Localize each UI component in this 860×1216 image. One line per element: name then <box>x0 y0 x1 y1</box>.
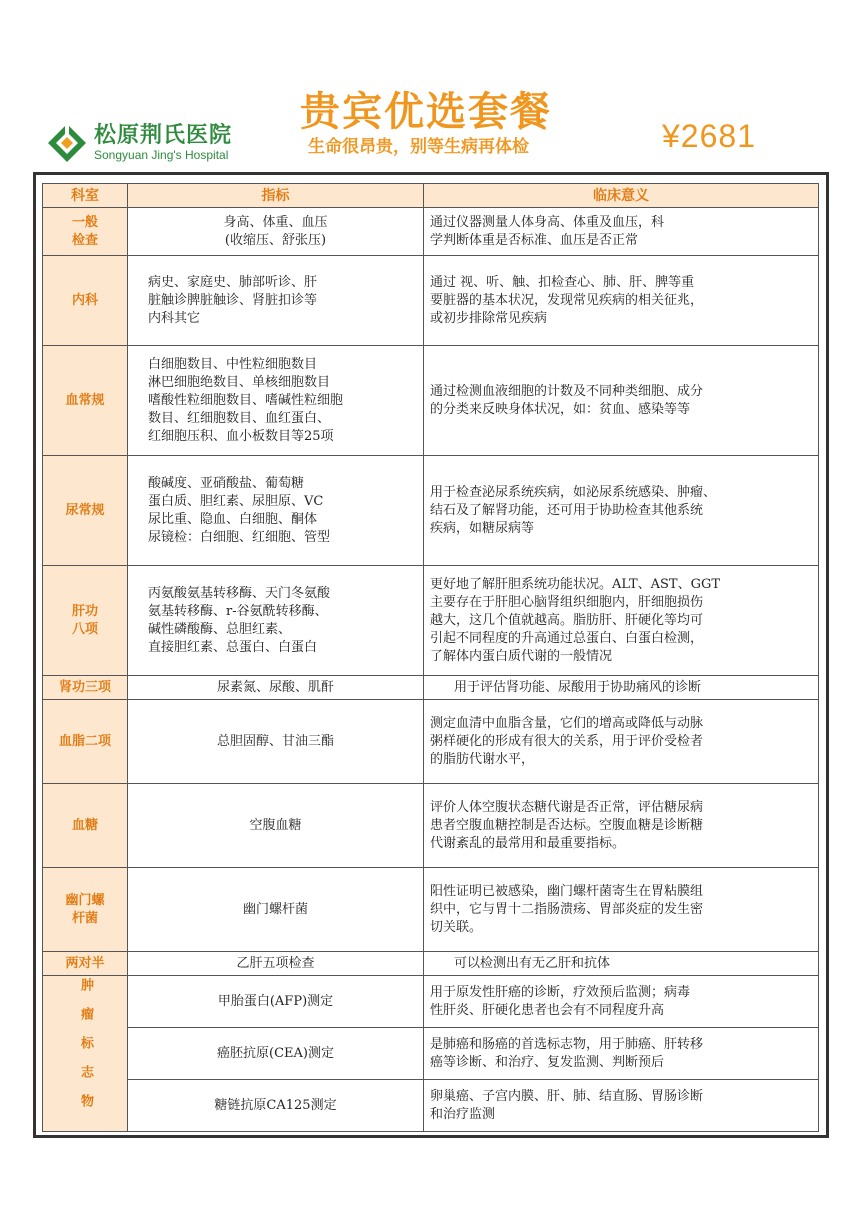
table-row <box>43 208 819 256</box>
department-cell: 肾功三项 <box>43 676 128 700</box>
department-cell: 内科 <box>43 256 128 346</box>
indicator-cell: 白细胞数目、中性粒细胞数目 淋巴细胞绝数目、单核细胞数目 嗜酸性粒细胞数目、嗜碱性粒细胞 数目、红细胞数目、血红蛋白、 红细胞压积、血小板数目等25项 <box>128 346 424 456</box>
department-cell: 一般 检查 <box>43 208 128 256</box>
table-row <box>43 1028 819 1080</box>
hospital-name-cn: 松原荆氏医院 <box>94 123 233 148</box>
table-header-row <box>43 184 819 208</box>
package-slogan: 生命很昂贵，别等生病再体检 <box>308 137 529 157</box>
department-cell: 血常规 <box>43 346 128 456</box>
department-label-vertical: 肿瘤标志物 <box>78 978 93 1123</box>
meaning-cell: 是肺癌和肠癌的首选标志物，用于肺癌、肝转移 癌等诊断、和治疗、复发监测、判断预后 <box>424 1028 819 1080</box>
department-cell: 两对半 <box>43 952 128 976</box>
meaning-cell: 通过 视、听、触、扣检查心、肺、肝、脾等重 要脏器的基本状况，发现常见疾病的相关征兆， 或初步排除常见疾病 <box>424 256 819 346</box>
table-row <box>43 566 819 676</box>
indicator-cell: 甲胎蛋白(AFP)测定 <box>128 976 424 1028</box>
indicator-cell: 总胆固醇、甘油三酯 <box>128 700 424 784</box>
meaning-cell: 用于评估肾功能、尿酸用于协助痛风的诊断 <box>424 676 819 700</box>
package-title: 贵宾优选套餐 <box>300 89 552 135</box>
meaning-cell: 卵巢癌、子宫内膜、肝、肺、结直肠、胃肠诊断 和治疗监测 <box>424 1080 819 1132</box>
department-cell: 尿常规 <box>43 456 128 566</box>
table-row <box>43 676 819 700</box>
meaning-cell: 更好地了解肝胆系统功能状况。ALT、AST、GGT 主要存在于肝胆心脑肾组织细胞内，肝细胞损伤 越大，这几个值就越高。脂肪肝、肝硬化等均可 引起不同程度的升高通过总蛋白、白蛋白检测， 了解体内蛋白质代谢的一般情况 <box>424 566 819 676</box>
table-row <box>43 256 819 346</box>
table-row <box>43 1080 819 1132</box>
table-row <box>43 784 819 868</box>
column-header-indicator: 指标 <box>128 184 424 208</box>
table-row <box>43 456 819 566</box>
department-cell-tumor-markers <box>43 976 128 1132</box>
department-cell: 血糖 <box>43 784 128 868</box>
meaning-cell: 阳性证明已被感染，幽门螺杆菌寄生在胃粘膜组 织中，它与胃十二指肠溃疡、胃部炎症的发生密 切关联。 <box>424 868 819 952</box>
package-price: ¥2681 <box>662 118 756 154</box>
indicator-cell: 幽门螺杆菌 <box>128 868 424 952</box>
indicator-cell: 空腹血糖 <box>128 784 424 868</box>
column-header-department: 科室 <box>43 184 128 208</box>
indicator-cell: 癌胚抗原(CEA)测定 <box>128 1028 424 1080</box>
table-row <box>43 346 819 456</box>
hospital-logo <box>46 118 246 168</box>
table-row <box>43 952 819 976</box>
meaning-cell: 通过检测血液细胞的计数及不同种类细胞、成分 的分类来反映身体状况，如：贫血、感染等等 <box>424 346 819 456</box>
indicator-cell: 酸碱度、亚硝酸盐、葡萄糖 蛋白质、胆红素、尿胆原、VC 尿比重、隐血、白细胞、酮体 尿镜检：白细胞、红细胞、管型 <box>128 456 424 566</box>
meaning-cell: 测定血清中血脂含量，它们的增高或降低与动脉 粥样硬化的形成有很大的关系，用于评价受检者 的脂肪代谢水平， <box>424 700 819 784</box>
indicator-cell: 病史、家庭史、肺部听诊、肝 脏触诊脾脏触诊、肾脏扣诊等 内科其它 <box>128 256 424 346</box>
meaning-cell: 可以检测出有无乙肝和抗体 <box>424 952 819 976</box>
indicator-cell: 乙肝五项检查 <box>128 952 424 976</box>
meaning-cell: 评价人体空腹状态糖代谢是否正常，评估糖尿病 患者空腹血糖控制是否达标。空腹血糖是诊断糖 代谢紊乱的最常用和最重要指标。 <box>424 784 819 868</box>
meaning-cell: 通过仪器测量人体身高、体重及血压，科 学判断体重是否标准、血压是否正常 <box>424 208 819 256</box>
department-cell: 幽门螺 杆菌 <box>43 868 128 952</box>
indicator-cell: 糖链抗原CA125测定 <box>128 1080 424 1132</box>
meaning-cell: 用于原发性肝癌的诊断，疗效预后监测；病毒 性肝炎、肝硬化患者也会有不同程度升高 <box>424 976 819 1028</box>
column-header-clinical-meaning: 临床意义 <box>424 184 819 208</box>
department-cell: 血脂二项 <box>43 700 128 784</box>
indicator-cell: 丙氨酸氨基转移酶、天门冬氨酸 氨基转移酶、r-谷氨酰转移酶、 碱性磷酸酶、总胆红素、 直接胆红素、总蛋白、白蛋白 <box>128 566 424 676</box>
table-row <box>43 868 819 952</box>
department-cell: 肝功 八项 <box>43 566 128 676</box>
indicator-cell: 尿素氮、尿酸、肌酐 <box>128 676 424 700</box>
hospital-logo-icon <box>46 122 88 164</box>
checkup-items-table <box>42 183 819 1132</box>
indicator-cell: 身高、体重、血压 (收缩压、舒张压) <box>128 208 424 256</box>
hospital-name-en: Songyuan Jing's Hospital <box>94 148 229 162</box>
meaning-cell: 用于检查泌尿系统疾病，如泌尿系统感染、肿瘤、 结石及了解肾功能，还可用于协助检查其他系统 疾病，如糖尿病等 <box>424 456 819 566</box>
table-row <box>43 976 819 1028</box>
table-row <box>43 700 819 784</box>
